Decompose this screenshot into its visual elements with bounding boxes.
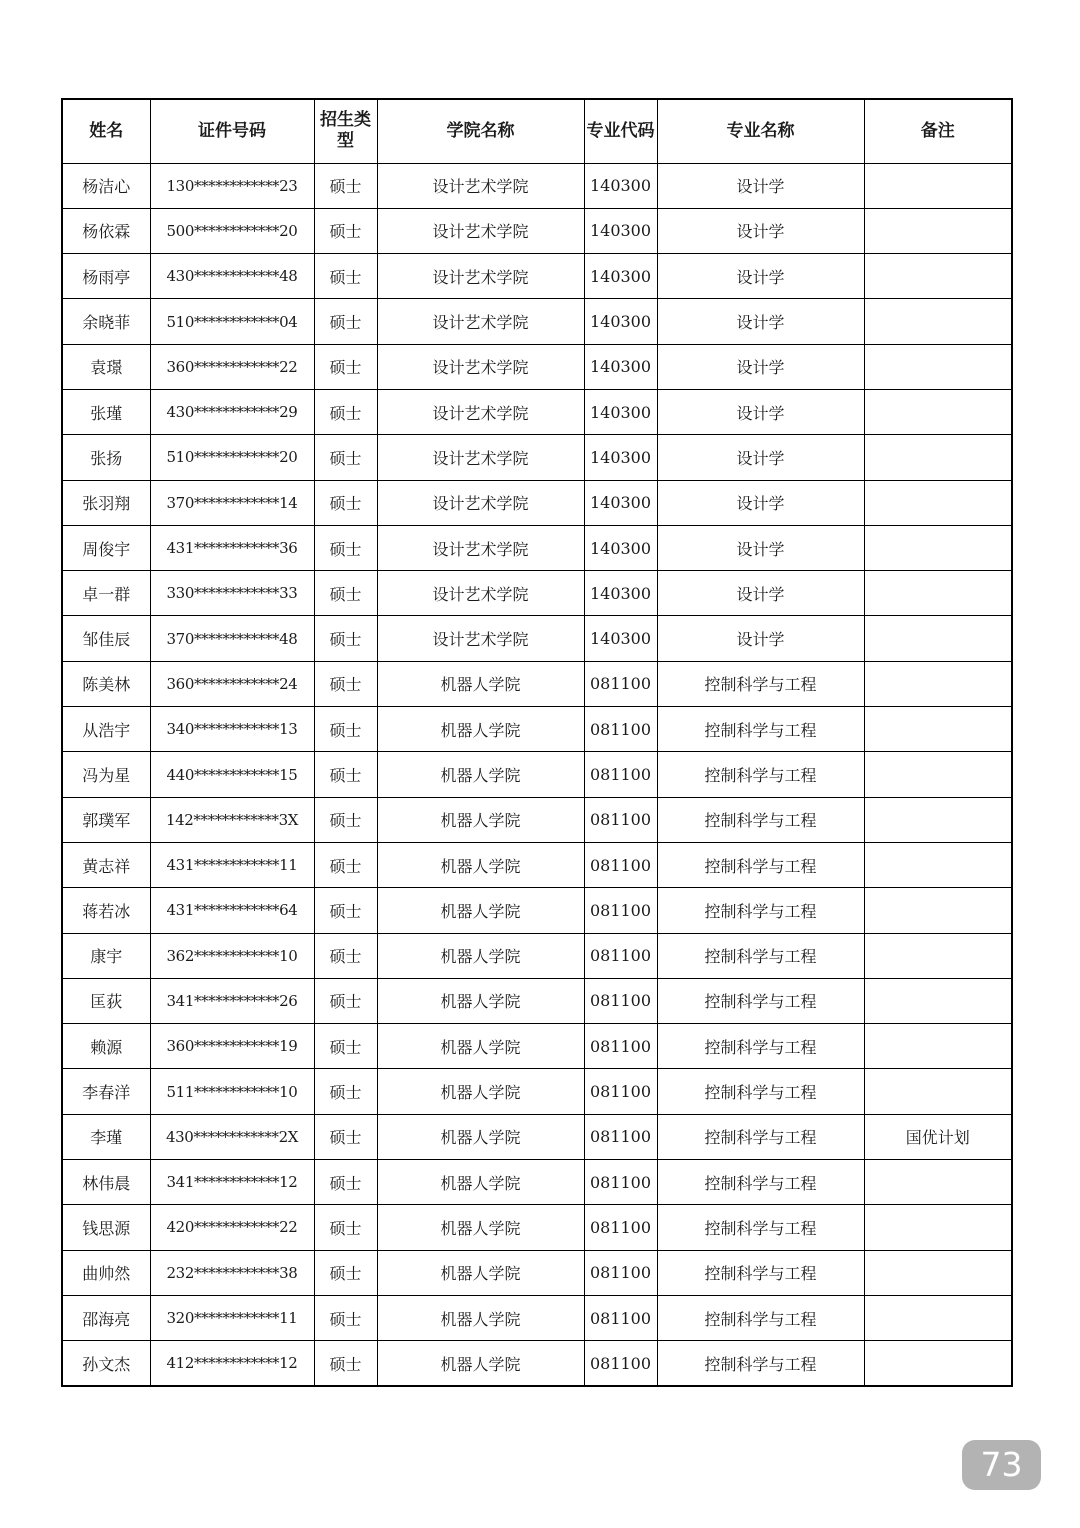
cell-id-number: 320************11 xyxy=(150,1295,314,1340)
cell-major-code: 140300 xyxy=(584,616,657,661)
cell-major-name: 控制科学与工程 xyxy=(657,888,864,933)
cell-major-name: 控制科学与工程 xyxy=(657,661,864,706)
cell-major-code: 140300 xyxy=(584,435,657,480)
table-row xyxy=(62,1024,1012,1069)
cell-major-code: 081100 xyxy=(584,1295,657,1340)
cell-enroll-type: 硕士 xyxy=(314,1205,377,1250)
table-row xyxy=(62,525,1012,570)
page-number-badge: 73 xyxy=(962,1440,1041,1490)
cell-name: 袁璟 xyxy=(62,344,150,389)
cell-enroll-type: 硕士 xyxy=(314,978,377,1023)
cell-major-name: 控制科学与工程 xyxy=(657,1160,864,1205)
cell-college: 机器人学院 xyxy=(377,661,584,706)
cell-major-name: 设计学 xyxy=(657,299,864,344)
cell-id-number: 430************2X xyxy=(150,1114,314,1159)
cell-enroll-type: 硕士 xyxy=(314,389,377,434)
cell-remark xyxy=(864,1205,1012,1250)
cell-major-name: 控制科学与工程 xyxy=(657,1250,864,1295)
cell-id-number: 130************23 xyxy=(150,163,314,208)
cell-college: 机器人学院 xyxy=(377,1114,584,1159)
cell-id-number: 330************33 xyxy=(150,571,314,616)
table-row xyxy=(62,661,1012,706)
cell-id-number: 500************20 xyxy=(150,208,314,253)
cell-major-name: 设计学 xyxy=(657,389,864,434)
cell-major-code: 081100 xyxy=(584,707,657,752)
cell-college: 机器人学院 xyxy=(377,752,584,797)
cell-enroll-type: 硕士 xyxy=(314,435,377,480)
cell-remark xyxy=(864,797,1012,842)
cell-id-number: 431************36 xyxy=(150,525,314,570)
cell-name: 张扬 xyxy=(62,435,150,480)
cell-name: 赖源 xyxy=(62,1024,150,1069)
cell-college: 设计艺术学院 xyxy=(377,389,584,434)
table-row xyxy=(62,1114,1012,1159)
cell-id-number: 431************11 xyxy=(150,842,314,887)
cell-enroll-type: 硕士 xyxy=(314,1341,377,1386)
cell-major-name: 控制科学与工程 xyxy=(657,1341,864,1386)
cell-college: 设计艺术学院 xyxy=(377,163,584,208)
cell-id-number: 360************19 xyxy=(150,1024,314,1069)
cell-id-number: 370************48 xyxy=(150,616,314,661)
cell-remark xyxy=(864,1250,1012,1295)
table-row xyxy=(62,1295,1012,1340)
cell-major-code: 081100 xyxy=(584,888,657,933)
cell-major-name: 设计学 xyxy=(657,480,864,525)
cell-major-name: 控制科学与工程 xyxy=(657,707,864,752)
cell-major-code: 140300 xyxy=(584,344,657,389)
table-row xyxy=(62,797,1012,842)
cell-major-name: 设计学 xyxy=(657,616,864,661)
header-id-number: 证件号码 xyxy=(150,99,314,163)
cell-major-code: 140300 xyxy=(584,254,657,299)
table-body xyxy=(62,163,1012,1386)
cell-name: 林伟晨 xyxy=(62,1160,150,1205)
table-row xyxy=(62,299,1012,344)
cell-name: 杨依霖 xyxy=(62,208,150,253)
cell-college: 设计艺术学院 xyxy=(377,480,584,525)
cell-college: 设计艺术学院 xyxy=(377,435,584,480)
cell-enroll-type: 硕士 xyxy=(314,299,377,344)
table-row xyxy=(62,707,1012,752)
cell-remark xyxy=(864,707,1012,752)
cell-name: 康宇 xyxy=(62,933,150,978)
cell-name: 孙文杰 xyxy=(62,1341,150,1386)
cell-college: 机器人学院 xyxy=(377,797,584,842)
cell-remark xyxy=(864,1295,1012,1340)
cell-major-code: 140300 xyxy=(584,299,657,344)
cell-major-code: 081100 xyxy=(584,1205,657,1250)
cell-remark xyxy=(864,571,1012,616)
cell-remark xyxy=(864,299,1012,344)
cell-remark xyxy=(864,435,1012,480)
cell-name: 邵海亮 xyxy=(62,1295,150,1340)
cell-id-number: 510************20 xyxy=(150,435,314,480)
table-row xyxy=(62,842,1012,887)
cell-college: 机器人学院 xyxy=(377,1205,584,1250)
cell-major-code: 081100 xyxy=(584,1250,657,1295)
cell-name: 匡荻 xyxy=(62,978,150,1023)
cell-id-number: 430************29 xyxy=(150,389,314,434)
cell-id-number: 360************24 xyxy=(150,661,314,706)
cell-major-name: 设计学 xyxy=(657,525,864,570)
cell-enroll-type: 硕士 xyxy=(314,208,377,253)
cell-enroll-type: 硕士 xyxy=(314,661,377,706)
cell-name: 冯为星 xyxy=(62,752,150,797)
table-row xyxy=(62,1341,1012,1386)
cell-id-number: 511************10 xyxy=(150,1069,314,1114)
cell-remark xyxy=(864,1069,1012,1114)
table-row xyxy=(62,752,1012,797)
cell-major-code: 140300 xyxy=(584,163,657,208)
cell-enroll-type: 硕士 xyxy=(314,888,377,933)
cell-id-number: 362************10 xyxy=(150,933,314,978)
cell-name: 余晓菲 xyxy=(62,299,150,344)
table-row xyxy=(62,1069,1012,1114)
cell-enroll-type: 硕士 xyxy=(314,933,377,978)
header-name: 姓名 xyxy=(62,99,150,163)
cell-id-number: 341************26 xyxy=(150,978,314,1023)
cell-remark xyxy=(864,208,1012,253)
cell-college: 机器人学院 xyxy=(377,978,584,1023)
table-header-row xyxy=(62,99,1012,163)
cell-enroll-type: 硕士 xyxy=(314,707,377,752)
cell-college: 机器人学院 xyxy=(377,707,584,752)
cell-college: 机器人学院 xyxy=(377,1295,584,1340)
cell-id-number: 420************22 xyxy=(150,1205,314,1250)
cell-major-code: 081100 xyxy=(584,661,657,706)
cell-remark xyxy=(864,254,1012,299)
cell-id-number: 232************38 xyxy=(150,1250,314,1295)
cell-major-name: 设计学 xyxy=(657,571,864,616)
table-row xyxy=(62,888,1012,933)
cell-college: 机器人学院 xyxy=(377,1160,584,1205)
cell-name: 蒋若冰 xyxy=(62,888,150,933)
cell-enroll-type: 硕士 xyxy=(314,1024,377,1069)
cell-major-code: 140300 xyxy=(584,480,657,525)
cell-major-code: 081100 xyxy=(584,1114,657,1159)
cell-remark xyxy=(864,163,1012,208)
cell-enroll-type: 硕士 xyxy=(314,1114,377,1159)
table-row xyxy=(62,978,1012,1023)
cell-major-name: 设计学 xyxy=(657,254,864,299)
cell-remark xyxy=(864,1160,1012,1205)
cell-name: 杨雨亭 xyxy=(62,254,150,299)
cell-name: 钱思源 xyxy=(62,1205,150,1250)
cell-name: 陈美林 xyxy=(62,661,150,706)
cell-enroll-type: 硕士 xyxy=(314,254,377,299)
cell-remark xyxy=(864,344,1012,389)
cell-major-name: 控制科学与工程 xyxy=(657,1295,864,1340)
cell-id-number: 340************13 xyxy=(150,707,314,752)
table-row xyxy=(62,1160,1012,1205)
cell-college: 设计艺术学院 xyxy=(377,299,584,344)
cell-college: 机器人学院 xyxy=(377,1341,584,1386)
cell-college: 机器人学院 xyxy=(377,842,584,887)
cell-enroll-type: 硕士 xyxy=(314,1295,377,1340)
cell-major-name: 控制科学与工程 xyxy=(657,842,864,887)
cell-name: 张羽翔 xyxy=(62,480,150,525)
table-row xyxy=(62,389,1012,434)
cell-enroll-type: 硕士 xyxy=(314,1069,377,1114)
cell-name: 郭璞军 xyxy=(62,797,150,842)
cell-name: 张瑾 xyxy=(62,389,150,434)
cell-college: 机器人学院 xyxy=(377,933,584,978)
cell-name: 从浩宇 xyxy=(62,707,150,752)
cell-enroll-type: 硕士 xyxy=(314,616,377,661)
cell-major-code: 081100 xyxy=(584,1160,657,1205)
cell-major-name: 控制科学与工程 xyxy=(657,1114,864,1159)
cell-major-name: 控制科学与工程 xyxy=(657,933,864,978)
cell-enroll-type: 硕士 xyxy=(314,163,377,208)
table-row xyxy=(62,208,1012,253)
cell-major-code: 081100 xyxy=(584,797,657,842)
cell-enroll-type: 硕士 xyxy=(314,842,377,887)
cell-college: 设计艺术学院 xyxy=(377,254,584,299)
cell-college: 机器人学院 xyxy=(377,1024,584,1069)
cell-college: 设计艺术学院 xyxy=(377,344,584,389)
cell-remark xyxy=(864,888,1012,933)
cell-major-code: 081100 xyxy=(584,1341,657,1386)
cell-name: 曲帅然 xyxy=(62,1250,150,1295)
admission-roster-table xyxy=(61,98,1013,1387)
cell-remark xyxy=(864,1024,1012,1069)
cell-college: 设计艺术学院 xyxy=(377,616,584,661)
cell-id-number: 360************22 xyxy=(150,344,314,389)
table-row xyxy=(62,1205,1012,1250)
cell-name: 杨洁心 xyxy=(62,163,150,208)
cell-name: 周俊宇 xyxy=(62,525,150,570)
header-college: 学院名称 xyxy=(377,99,584,163)
cell-id-number: 142************3X xyxy=(150,797,314,842)
cell-id-number: 370************14 xyxy=(150,480,314,525)
cell-id-number: 412************12 xyxy=(150,1341,314,1386)
cell-major-code: 140300 xyxy=(584,571,657,616)
cell-major-name: 控制科学与工程 xyxy=(657,1024,864,1069)
table-row xyxy=(62,616,1012,661)
cell-major-name: 设计学 xyxy=(657,344,864,389)
header-major-name: 专业名称 xyxy=(657,99,864,163)
table-row xyxy=(62,933,1012,978)
cell-major-name: 设计学 xyxy=(657,163,864,208)
cell-major-name: 控制科学与工程 xyxy=(657,1205,864,1250)
cell-major-code: 081100 xyxy=(584,1024,657,1069)
cell-name: 卓一群 xyxy=(62,571,150,616)
cell-name: 李春洋 xyxy=(62,1069,150,1114)
cell-enroll-type: 硕士 xyxy=(314,797,377,842)
table-row xyxy=(62,435,1012,480)
table-row xyxy=(62,1250,1012,1295)
header-major-code: 专业代码 xyxy=(584,99,657,163)
cell-major-code: 081100 xyxy=(584,752,657,797)
cell-remark xyxy=(864,978,1012,1023)
cell-enroll-type: 硕士 xyxy=(314,571,377,616)
cell-name: 黄志祥 xyxy=(62,842,150,887)
cell-major-code: 081100 xyxy=(584,842,657,887)
cell-id-number: 440************15 xyxy=(150,752,314,797)
table-row xyxy=(62,344,1012,389)
cell-name: 邹佳辰 xyxy=(62,616,150,661)
cell-id-number: 510************04 xyxy=(150,299,314,344)
cell-remark: 国优计划 xyxy=(864,1114,1012,1159)
cell-college: 设计艺术学院 xyxy=(377,208,584,253)
cell-college: 机器人学院 xyxy=(377,1069,584,1114)
cell-remark xyxy=(864,616,1012,661)
cell-remark xyxy=(864,752,1012,797)
cell-enroll-type: 硕士 xyxy=(314,344,377,389)
cell-major-code: 140300 xyxy=(584,389,657,434)
cell-college: 设计艺术学院 xyxy=(377,525,584,570)
cell-id-number: 431************64 xyxy=(150,888,314,933)
cell-major-code: 081100 xyxy=(584,978,657,1023)
cell-enroll-type: 硕士 xyxy=(314,525,377,570)
cell-enroll-type: 硕士 xyxy=(314,1250,377,1295)
table-row xyxy=(62,480,1012,525)
cell-major-name: 设计学 xyxy=(657,435,864,480)
header-remark: 备注 xyxy=(864,99,1012,163)
table-row xyxy=(62,571,1012,616)
cell-enroll-type: 硕士 xyxy=(314,1160,377,1205)
cell-major-code: 081100 xyxy=(584,1069,657,1114)
cell-college: 机器人学院 xyxy=(377,888,584,933)
cell-major-code: 081100 xyxy=(584,933,657,978)
cell-remark xyxy=(864,933,1012,978)
cell-college: 设计艺术学院 xyxy=(377,571,584,616)
cell-enroll-type: 硕士 xyxy=(314,752,377,797)
header-enroll-type: 招生类型 xyxy=(314,99,377,163)
table-row xyxy=(62,163,1012,208)
cell-remark xyxy=(864,661,1012,706)
cell-major-name: 控制科学与工程 xyxy=(657,797,864,842)
cell-major-name: 控制科学与工程 xyxy=(657,752,864,797)
cell-name: 李瑾 xyxy=(62,1114,150,1159)
cell-enroll-type: 硕士 xyxy=(314,480,377,525)
cell-id-number: 341************12 xyxy=(150,1160,314,1205)
table-row xyxy=(62,254,1012,299)
cell-remark xyxy=(864,525,1012,570)
cell-remark xyxy=(864,389,1012,434)
cell-major-name: 控制科学与工程 xyxy=(657,978,864,1023)
cell-remark xyxy=(864,480,1012,525)
cell-id-number: 430************48 xyxy=(150,254,314,299)
cell-college: 机器人学院 xyxy=(377,1250,584,1295)
cell-remark xyxy=(864,842,1012,887)
cell-major-code: 140300 xyxy=(584,208,657,253)
cell-major-name: 设计学 xyxy=(657,208,864,253)
cell-major-name: 控制科学与工程 xyxy=(657,1069,864,1114)
cell-major-code: 140300 xyxy=(584,525,657,570)
cell-remark xyxy=(864,1341,1012,1386)
